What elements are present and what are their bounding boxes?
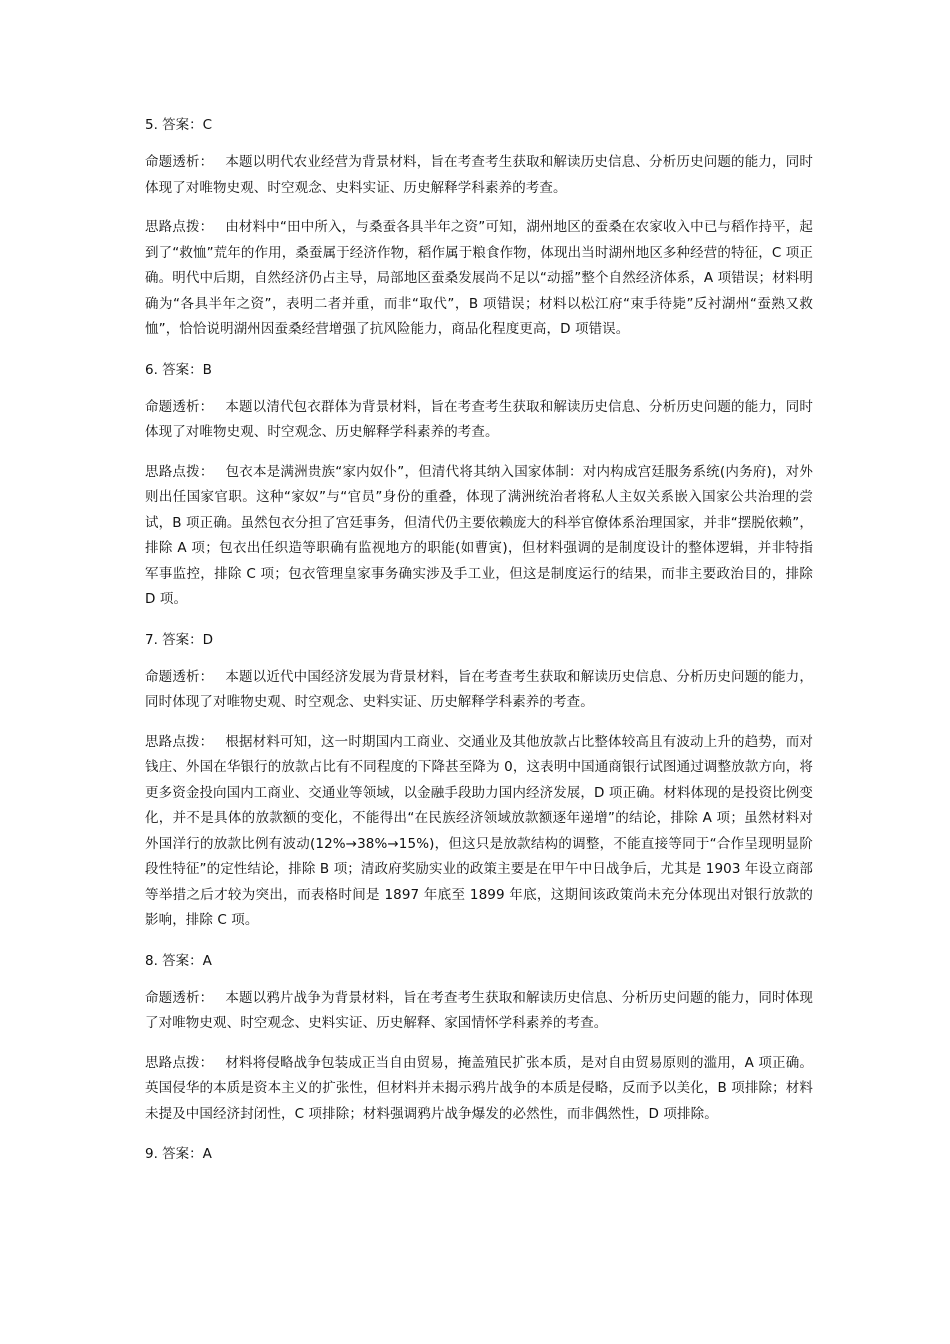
intent-paragraph [145,150,813,201]
analysis-label: 思路点拨： [145,733,214,750]
question-5 [145,112,813,343]
intent-paragraph [145,986,813,1037]
intent-label: 命题透析： [145,989,214,1006]
answer-line: 7. 答案：D [145,631,214,648]
analysis-label: 思路点拨： [145,1054,214,1071]
intent-label: 命题透析： [145,398,214,415]
answer-line: 5. 答案：C [145,117,213,133]
analysis-text: 材料将侵略战争包装成正当自由贸易，掩盖殖民扩张本质，是对自由贸易原则的滥用，A 项正确。英国侵华的本质是资本主义的扩张性，但材料并未揭示鸦片战争的本质是侵略，反而予以美化，B 项排除；材料未提及中国经济封闭性，C 项排除；材料强调鸦片战争爆发的必然性，而非偶然性，D 项排除。 [145,1054,813,1122]
question-7 [145,627,813,934]
answer-document [145,112,813,1179]
analysis-paragraph [145,730,813,934]
answer-line: 9. 答案：A [145,1146,212,1162]
intent-paragraph [145,395,813,446]
analysis-paragraph [145,1051,813,1128]
intent-text: 本题以清代包衣群体为背景材料，旨在考查考生获取和解读历史信息、分析历史问题的能力，同时体现了对唯物史观、时空观念、历史解释学科素养的考查。 [145,398,813,440]
intent-label: 命题透析： [145,154,214,170]
analysis-label: 思路点拨： [145,219,214,235]
analysis-label: 思路点拨： [145,463,214,480]
answer-line: 6. 答案：B [145,361,212,378]
intent-label: 命题透析： [145,668,214,685]
question-6 [145,357,813,613]
question-8 [145,948,813,1128]
question-9 [145,1141,813,1167]
intent-paragraph [145,665,813,716]
analysis-text: 根据材料可知，这一时期国内工商业、交通业及其他放款占比整体较高且有波动上升的趋势，而对钱庄、外国在华银行的放款占比有不同程度的下降甚至降为 0，这表明中国通商银行试图通过调整放款方向，将更多资金投向国内工商业、交通业等领域，以金融手段助力国内经济发展，D 项正确。材料体现的是投资比例变化，并不是具体的放款额的变化，不能得出“在民族经济领域放款额逐年递增”的结论，排除 A 项；虽然材料对外国洋行的放款比例有波动(12%→38%→15%)，但这只是放款结构的调整，不能直接等同于“合作呈现明显阶段性特征”的定性结论，排除 B 项；清政府奖励实业的政策主要是在甲午中日战争后，尤其是 1903 年设立商部等举措之后才较为突出，而表格时间是 1897 年底至 1899 年底，这期间该政策尚未充分体现出对银行放款的影响，排除 C 项。 [145,733,813,928]
analysis-text: 由材料中“田中所入，与桑蚕各具半年之资”可知，湖州地区的蚕桑在农家收入中已与稻作持平，起到了“救恤”荒年的作用，桑蚕属于经济作物，稻作属于粮食作物，体现出当时湖州地区多种经营的特征，C 项正确。明代中后期，自然经济仍占主导，局部地区蚕桑发展尚不足以“动摇”整个自然经济体系，A 项错误；材料明确为“各具半年之资”，表明二者并重，而非“取代”，B 项错误；材料以松江府“束手待毙”反衬湖州“蚕熟又救恤”，恰恰说明湖州因蚕桑经营增强了抗风险能力，商品化程度更高，D 项错误。 [145,219,814,337]
answer-line: 8. 答案：A [145,952,212,969]
intent-text: 本题以鸦片战争为背景材料，旨在考查考生获取和解读历史信息、分析历史问题的能力，同时体现了对唯物史观、时空观念、史料实证、历史解释、家国情怀学科素养的考查。 [145,989,813,1031]
analysis-text: 包衣本是满洲贵族“家内奴仆”，但清代将其纳入国家体制：对内构成宫廷服务系统(内务府)，对外则出任国家官职。这种“家奴”与“官员”身份的重叠，体现了满洲统治者将私人主奴关系嵌入国家公共治理的尝试，B 项正确。虽然包衣分担了宫廷事务，但清代仍主要依赖庞大的科举官僚体系治理国家，并非“摆脱依赖”，排除 A 项；包衣出任织造等职确有监视地方的职能(如曹寅)，但材料强调的是制度设计的整体逻辑，并非特指军事监控，排除 C 项；包衣管理皇家事务确实涉及手工业，但这是制度运行的结果，而非主要政治目的，排除 D 项。 [145,463,813,607]
analysis-paragraph [145,460,813,613]
analysis-paragraph [145,215,813,343]
intent-text: 本题以近代中国经济发展为背景材料，旨在考查考生获取和解读历史信息、分析历史问题的能力，同时体现了对唯物史观、时空观念、史料实证、历史解释学科素养的考查。 [145,668,813,710]
intent-text: 本题以明代农业经营为背景材料，旨在考查考生获取和解读历史信息、分析历史问题的能力，同时体现了对唯物史观、时空观念、史料实证、历史解释学科素养的考查。 [145,154,813,196]
